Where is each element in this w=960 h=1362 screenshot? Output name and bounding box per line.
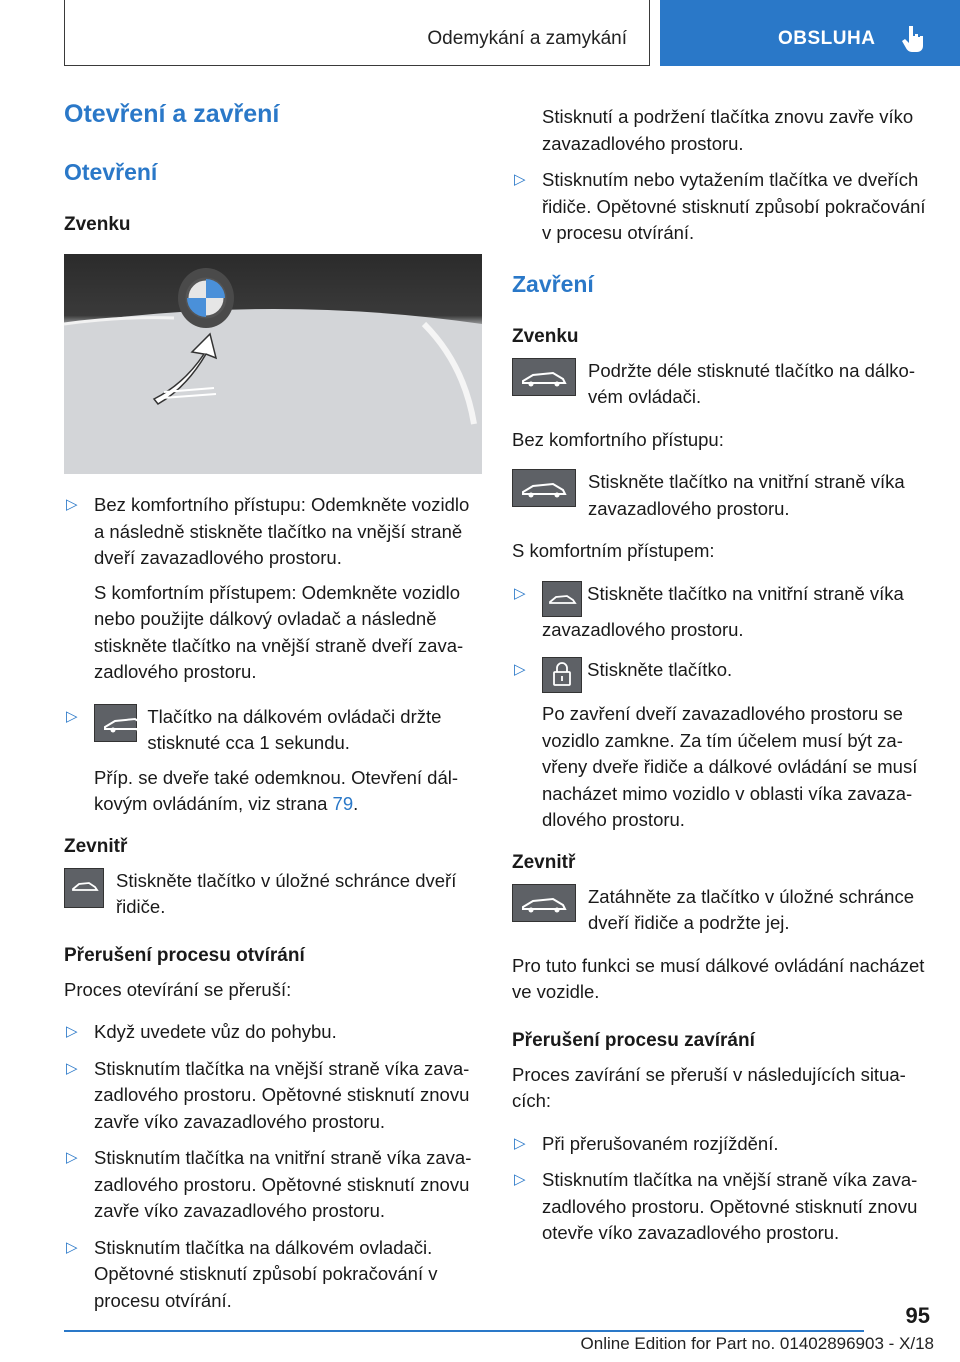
list-item: ▷ Stiskněte tlačítko na vnitřní straně víka zavazadlového prostoru. [512,581,932,644]
list-item: ▷ Stisknutím tlačítka na vnější straně víka zavazadlového prostoru. Opětovné stisknutí znovu zavře víko zavazadlového prostoru. [64,1056,482,1136]
list-item: ▷ Stisknutím tlačítka na vnější straně víka zavazadlového prostoru. Opětovné stisknutí znovu otevře víko zavazadlového prostoru. [512,1167,932,1247]
header-section-box [64,0,650,66]
heading-outside-close: Zvenku [512,325,579,347]
heading-inside-close: Zevnitř [512,851,576,873]
door-pull-button-icon [512,884,576,922]
chapter-tab-label: OBSLUHA [778,28,876,49]
heading-open-close: Otevření a zavření [64,100,280,128]
chapter-tab[interactable] [660,0,960,66]
list-item: ▷ Tlačítko na dálkovém ovládači držte stisknuté cca 1 sekundu. Příp. se dveře také odemknou. Otevření dálkovým ovládáním, viz strana 79. [64,704,482,818]
page-number: 95 [905,1303,930,1328]
remote-trunk-button-icon [512,358,576,396]
section-title: Odemykání a zamykání [427,28,627,49]
pointing-hand-icon [900,24,926,54]
list-item: ▷ Při přerušovaném rozjíždění. [512,1131,932,1158]
trunk-photo-illustration [64,254,482,474]
heading-interrupt-closing: Přerušení procesu zavírání [512,1029,755,1051]
edition-info: Online Edition for Part no. 01402896903 - X/18 [580,1334,934,1353]
car-trunk-button-icon [94,704,137,742]
trunk-button-photo [64,254,482,474]
right-column: Stisknutí a podržení tlačítka znovu zavře víko zavazadlového prostoru. ▷ Stisknutím nebo vytažením tlačítka ve dveřích řidiče. Opětovné stisknutí způsobí pokračování v procesu otvírání. Zavření Zvenku Podržte déle stisknuté tlačítko na dálkovém ovládači. Bez komfortního přístupu: Stiskněte tlačítko na vnitřní straně víka zavazadlového prostoru. S komfortním přístupem: ▷ Stiskněte tlačítko na vnitřní straně víka zavazadlového prostoru. ▷ Stiskněte tlačítko. Po zavření dveří zavazadlového prostoru se vozidlo zamkne. Za tím účelem musí být zavřeny dveře řidiče a dálkové ovládání se musí nacházet mimo vozidlo v oblasti víka zavazadlového prostoru. Zevnitř Zatáhněte za tlačítko v úložné schránce dveří řidiče a podržte jej. Pro tuto funkci se musí dálkové ovládání nacházet ve vozidle. Přerušení procesu zavírání Proces zavírání se přeruší v následujících situacích: ▷ Při přerušovaném rozjíždění. ▷ Stisknutím tlačítka na vnější straně víka zavazadlového prostoru. Opětovné stisknutí znovu otevře víko zavazadlového prostoru. [512,104,932,1257]
heading-interrupt-opening: Přerušení procesu otvírání [64,944,305,966]
page-link-79[interactable]: 79 [332,793,354,814]
list-item: ▷ Když uvedete vůz do pohybu. [64,1019,482,1046]
door-trunk-button-icon [64,868,104,908]
trunk-inside-button-icon [512,469,576,507]
list-item: ▷ Stiskněte tlačítko. Po zavření dveří zavazadlového prostoru se vozidlo zamkne. Za tím účelem musí být zavřeny dveře řidiče a dálkové ovládání se musí nacházet mimo vozidlo v oblasti víka zavazadlového prostoru. [512,657,932,834]
lock-icon [542,657,582,693]
list-item: ▷ Stisknutím tlačítka na dálkovém ovladači. Opětovné stisknutí způsobí pokračování v procesu otvírání. [64,1235,482,1315]
heading-inside: Zevnitř [64,835,128,857]
footer-divider [64,1330,864,1332]
heading-closing: Zavření [512,270,594,297]
left-column: Otevření a zavření Otevření Zvenku ▷ Bez komfortního přístupu: Odemkněte vozidlo a následně stiskněte tlačítko na vnější straně dveří zavazadlového prostoru. S komfortním přístupem: Odemkněte vozidlo nebo použijte dálkový ovladač a následně stiskněte tlačítko na vnější straně dveří zavazadlového prostoru. ▷ Tlačítko na dálkovém ovládači držte stisknuté cca 1 sekundu. Příp. se dveře také odemknou. Otevření dálkovým ovládáním, viz strana 79. Zevnitř Stiskněte tlačítko v úložné schránce dveří řidiče. Přerušení procesu otvírání Proces otevírání se přeruší: ▷ Když uvedete vůz do pohybu. ▷ Stisknutím tlačítka na vnější straně víka zavazadlového prostoru. Opětovné stisknutí znovu zavře víko zavazadlového prostoru. ▷ Stisknutím tlačítka na vnitřní straně víka zavazadlového prostoru. Opětovné stisknutí znovu zavře víko zavazadlového prostoru. ▷ Stisknutím tlačítka na dálkovém ovladači. Opětovné stisknutí způsobí pokračování v procesu otvírání. [64,100,482,1324]
list-item: ▷ Bez komfortního přístupu: Odemkněte vozidlo a následně stiskněte tlačítko na vnější straně dveří zavazadlového prostoru. S komfortním přístupem: Odemkněte vozidlo nebo použijte dálkový ovladač a následně stiskněte tlačítko na vnější straně dveří zavazadlového prostoru. [64,492,482,686]
list-item: ▷ Stisknutím nebo vytažením tlačítka ve dveřích řidiče. Opětovné stisknutí způsobí pokračování v procesu otvírání. [512,167,932,247]
list-item: ▷ Stisknutím tlačítka na vnitřní straně víka zavazadlového prostoru. Opětovné stisknutí znovu zavře víko zavazadlového prostoru. [64,1145,482,1225]
heading-opening: Otevření [64,159,158,185]
heading-outside: Zvenku [64,214,131,235]
trunk-button-icon [542,581,582,617]
